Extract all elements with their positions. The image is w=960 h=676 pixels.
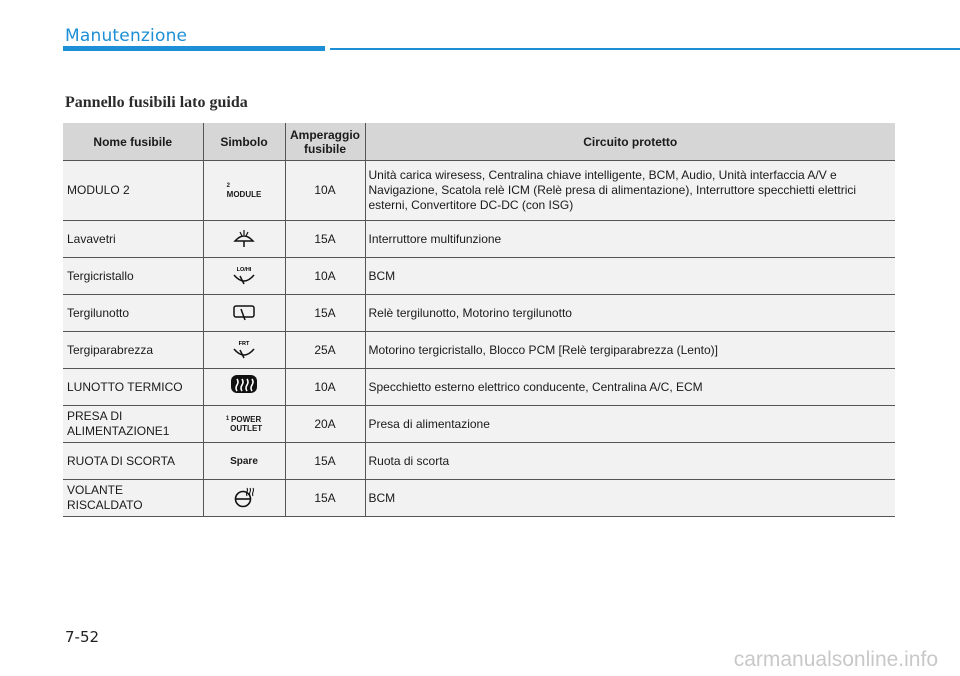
fuse-symbol bbox=[203, 221, 285, 258]
column-header-amperage: Amperaggio fusibile bbox=[285, 123, 365, 161]
fuse-name: PRESA DI ALIMENTAZIONE1 bbox=[63, 406, 203, 443]
fuse-name: Tergiparabrezza bbox=[63, 332, 203, 369]
fuse-amperage: 10A bbox=[285, 369, 365, 406]
fuse-name: MODULO 2 bbox=[63, 161, 203, 221]
fuse-circuit: BCM bbox=[365, 480, 895, 517]
page-title: Pannello fusibili lato guida bbox=[65, 94, 248, 111]
table-header-row bbox=[63, 123, 895, 161]
fuse-symbol bbox=[203, 332, 285, 369]
fuse-table bbox=[63, 123, 895, 517]
table-row bbox=[63, 295, 895, 332]
washer-icon bbox=[233, 224, 255, 254]
fuse-name: LUNOTTO TERMICO bbox=[63, 369, 203, 406]
section-rule-thin bbox=[330, 48, 960, 50]
page-number: 7-52 bbox=[65, 628, 100, 646]
rear-wiper-icon bbox=[232, 298, 256, 328]
module-2-text-icon bbox=[227, 176, 262, 206]
power-outlet-number: 1 bbox=[225, 416, 230, 422]
fuse-amperage: 15A bbox=[285, 295, 365, 332]
fuse-symbol bbox=[203, 480, 285, 517]
watermark: carmanualsonline.info bbox=[733, 648, 938, 671]
power-outlet-line2: OUTLET bbox=[230, 424, 263, 433]
section-title: Manutenzione bbox=[65, 26, 188, 46]
table-row bbox=[63, 406, 895, 443]
table-row bbox=[63, 161, 895, 221]
spare-text-icon: Spare bbox=[230, 455, 258, 467]
fuse-circuit: Relè tergilunotto, Motorino tergilunotto bbox=[365, 295, 895, 332]
column-header-circuit: Circuito protetto bbox=[365, 123, 895, 161]
fuse-amperage: 20A bbox=[285, 406, 365, 443]
fuse-symbol bbox=[203, 161, 285, 221]
fuse-amperage: 10A bbox=[285, 161, 365, 221]
table-row bbox=[63, 369, 895, 406]
power-outlet-1-text-icon bbox=[226, 409, 262, 439]
table-row bbox=[63, 332, 895, 369]
rear-defrost-icon bbox=[229, 371, 259, 401]
table-row bbox=[63, 443, 895, 480]
table-row bbox=[63, 258, 895, 295]
fuse-name: Tergicristallo bbox=[63, 258, 203, 295]
fuse-circuit: Motorino tergicristallo, Blocco PCM [Relè tergiparabrezza (Lento)] bbox=[365, 332, 895, 369]
fuse-name: Tergilunotto bbox=[63, 295, 203, 332]
fuse-circuit: Unità carica wiresess, Centralina chiave intelligente, BCM, Audio, Unità interfaccia A/V e Navigazione, Scatola relè ICM (Relè presa di alimentazione), Interruttore specchietti elettrici esterni, Convertitore DC-DC (con ISG) bbox=[365, 161, 895, 221]
fuse-symbol bbox=[203, 369, 285, 406]
fuse-name: Lavavetri bbox=[63, 221, 203, 258]
power-outlet-line1: POWER bbox=[231, 415, 262, 424]
fuse-name: RUOTA DI SCORTA bbox=[63, 443, 203, 480]
fuse-circuit: BCM bbox=[365, 258, 895, 295]
fuse-name: VOLANTE RISCALDATO bbox=[63, 480, 203, 517]
module-label: MODULE bbox=[226, 190, 262, 199]
module-number: 2 bbox=[226, 183, 230, 189]
column-header-symbol: Simbolo bbox=[203, 123, 285, 161]
fuse-symbol bbox=[203, 258, 285, 295]
fuse-circuit: Ruota di scorta bbox=[365, 443, 895, 480]
wiper-lo-hi-icon bbox=[232, 261, 256, 291]
table-row bbox=[63, 480, 895, 517]
heated-steering-icon bbox=[233, 483, 255, 513]
fuse-symbol bbox=[203, 295, 285, 332]
fuse-amperage: 25A bbox=[285, 332, 365, 369]
fuse-amperage: 15A bbox=[285, 480, 365, 517]
column-header-name: Nome fusibile bbox=[63, 123, 203, 161]
front-wiper-label: FRT bbox=[238, 340, 250, 347]
fuse-symbol bbox=[203, 406, 285, 443]
fuse-symbol bbox=[203, 443, 285, 480]
wiper-lohi-label: LO/HI bbox=[236, 266, 252, 273]
front-wiper-icon bbox=[232, 335, 256, 365]
fuse-amperage: 15A bbox=[285, 443, 365, 480]
fuse-circuit: Specchietto esterno elettrico conducente, Centralina A/C, ECM bbox=[365, 369, 895, 406]
table-row bbox=[63, 221, 895, 258]
fuse-amperage: 10A bbox=[285, 258, 365, 295]
fuse-circuit: Interruttore multifunzione bbox=[365, 221, 895, 258]
section-rule-thick bbox=[63, 46, 325, 51]
fuse-amperage: 15A bbox=[285, 221, 365, 258]
fuse-circuit: Presa di alimentazione bbox=[365, 406, 895, 443]
